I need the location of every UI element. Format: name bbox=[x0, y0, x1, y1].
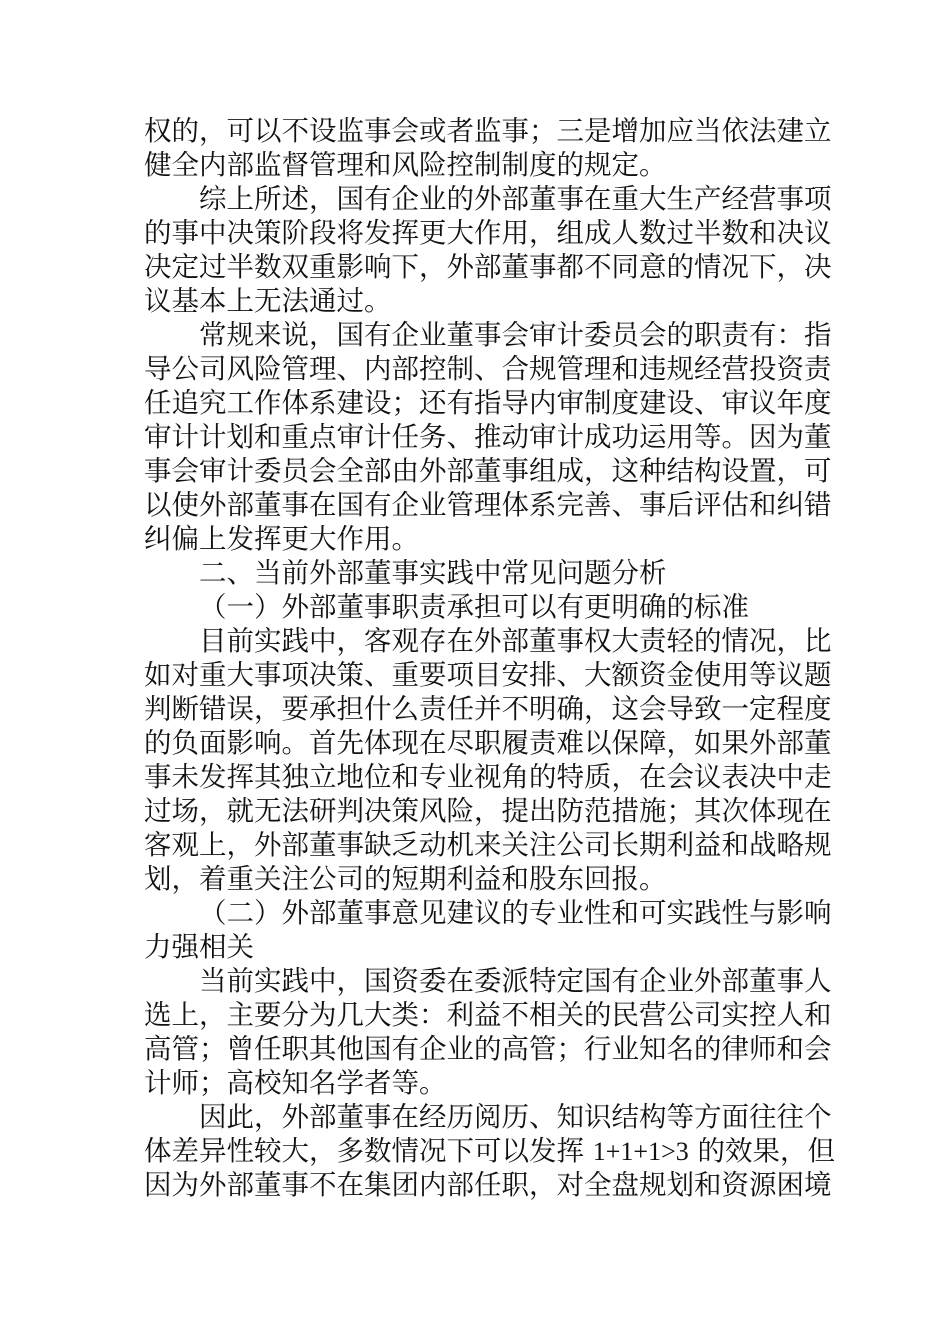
text-line: 导公司风险管理、内部控制、合规管理和违规经营投资责 bbox=[144, 353, 832, 385]
text-line: 选上，主要分为几大类：利益不相关的民营公司实控人和 bbox=[144, 999, 832, 1031]
text-line: 健全内部监督管理和风险控制制度的规定。 bbox=[144, 149, 667, 181]
text-line: 以使外部董事在国有企业管理体系完善、事后评估和纠错 bbox=[144, 489, 832, 521]
text-line: 高管；曾任职其他国有企业的高管；行业知名的律师和会 bbox=[144, 1033, 832, 1065]
subsection-heading: （二）外部董事意见建议的专业性和可实践性与影响 bbox=[199, 897, 832, 929]
text-line: 纠偏上发挥更大作用。 bbox=[144, 523, 419, 555]
text-line: 判断错误，要承担什么责任并不明确，这会导致一定程度 bbox=[144, 693, 832, 725]
text-line: 事会审计委员会全部由外部董事组成，这种结构设置，可 bbox=[144, 455, 832, 487]
text-line: 决定过半数双重影响下，外部董事都不同意的情况下，决 bbox=[144, 251, 832, 283]
paragraph-start-line: 目前实践中，客观存在外部董事权大责轻的情况，比 bbox=[199, 625, 832, 657]
text-line: 权的，可以不设监事会或者监事；三是增加应当依法建立 bbox=[144, 115, 832, 147]
paragraph-start-line: 因此，外部董事在经历阅历、知识结构等方面往往个 bbox=[199, 1101, 832, 1133]
section-heading: 二、当前外部董事实践中常见问题分析 bbox=[199, 557, 667, 589]
text-line: 的负面影响。首先体现在尽职履责难以保障，如果外部董 bbox=[144, 727, 832, 759]
text-line: 议基本上无法通过。 bbox=[144, 285, 392, 317]
text-line: 因为外部董事不在集团内部任职，对全盘规划和资源困境 bbox=[144, 1169, 832, 1201]
text-segment: 体差异性较大，多数情况下可以发挥 bbox=[144, 1135, 584, 1167]
subsection-heading: （一）外部董事职责承担可以有更明确的标准 bbox=[199, 591, 749, 623]
document-body bbox=[144, 114, 835, 1202]
paragraph-start-line: 当前实践中，国资委在委派特定国有企业外部董事人 bbox=[199, 965, 832, 997]
text-line: 如对重大事项决策、重要项目安排、大额资金使用等议题 bbox=[144, 659, 832, 691]
text-line: 客观上，外部董事缺乏动机来关注公司长期利益和战略规 bbox=[144, 829, 832, 861]
text-line: 任追究工作体系建设；还有指导内审制度建设、审议年度 bbox=[144, 387, 832, 419]
formula-text: 1+1+1>3 bbox=[592, 1137, 689, 1166]
text-line-with-formula bbox=[144, 1134, 835, 1168]
paragraph-start-line: 综上所述，国有企业的外部董事在重大生产经营事项 bbox=[199, 183, 832, 215]
text-line: 划，着重关注公司的短期利益和股东回报。 bbox=[144, 863, 667, 895]
text-line: 事未发挥其独立地位和专业视角的特质，在会议表决中走 bbox=[144, 761, 832, 793]
text-line: 的事中决策阶段将发挥更大作用，组成人数过半数和决议 bbox=[144, 217, 832, 249]
paragraph-start-line: 常规来说，国有企业董事会审计委员会的职责有：指 bbox=[199, 319, 832, 351]
text-segment: 的效果，但 bbox=[697, 1135, 835, 1167]
text-line: 计师；高校知名学者等。 bbox=[144, 1067, 447, 1099]
text-line: 审计计划和重点审计任务、推动审计成功运用等。因为董 bbox=[144, 421, 832, 453]
subsection-heading-continuation: 力强相关 bbox=[144, 931, 254, 963]
text-line: 过场，就无法研判决策风险，提出防范措施；其次体现在 bbox=[144, 795, 832, 827]
